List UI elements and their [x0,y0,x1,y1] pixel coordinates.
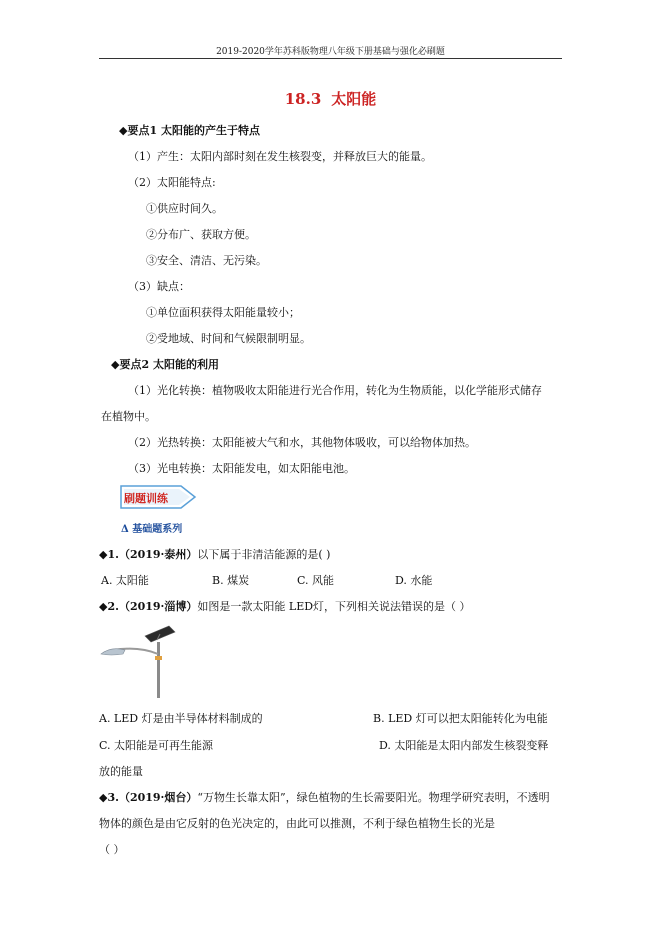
point2-heading: ◆要点2 太阳能的利用 [111,358,219,371]
header-rule [99,58,562,59]
q2-option-b: B. LED 灯可以把太阳能转化为电能 [373,712,548,725]
point2-item: 在植物中。 [101,410,156,423]
question-3-source: ◆3.（2019·烟台） [99,791,198,804]
question-3-answer-blank: （ ） [99,843,125,856]
practice-badge-label: 刷题训练 [124,492,168,505]
q1-option-b: B. 煤炭 [212,574,250,587]
point1-item: ①单位面积获得太阳能量较小； [146,306,300,319]
question-1-text: 以下属于非清洁能源的是( ) [197,548,331,561]
point2-item: （1）光化转换：植物吸收太阳能进行光合作用，转化为生物质能，以化学能形式储存 [128,384,542,397]
lesson-name: 太阳能 [331,90,377,108]
q1-option-c: C. 风能 [297,574,335,587]
question-3-stem [99,789,550,805]
point1-item: （2）太阳能特点: [128,176,216,189]
q1-option-a: A. 太阳能 [101,574,149,587]
question-1-source: ◆1.（2019·泰州） [99,548,198,561]
point1-item: ①供应时间久。 [146,202,223,215]
question-2-source: ◆2.（2019·淄博） [99,600,198,613]
subsection-title: Δ 基础题系列 [121,524,183,535]
solar-led-lamp-image [99,624,181,698]
q1-option-d: D. 水能 [395,574,433,587]
point1-item: ②分布广、获取方便。 [146,228,256,241]
point1-item: （1）产生：太阳内部时刻在发生核裂变，并释放巨大的能量。 [128,150,432,163]
question-3-line: 物体的颜色是由它反射的色光决定的，由此可以推测，不利于绿色植物生长的光是 [99,817,495,830]
page-header: 2019-2020学年苏科版物理八年级下册基础与强化必刷题 [216,47,445,57]
q2-option-d: D. 太阳能是太阳内部发生核裂变释 [379,739,549,752]
q2-option-a: A. LED 灯是由半导体材料制成的 [99,712,263,725]
q2-option-d-cont: 放的能量 [99,765,143,778]
question-1-stem [99,546,330,562]
lesson-number: 18.3 [284,90,322,108]
point1-item: （3）缺点： [128,280,190,293]
question-2-stem [99,598,471,614]
point1-item: ②受地域、时间和气候限制明显。 [146,332,311,345]
lesson-title [0,88,661,109]
point1-item: ③安全、清洁、无污染。 [146,254,267,267]
point2-item: （3）光电转换：太阳能发电，如太阳能电池。 [128,462,355,475]
question-3-text: “万物生长靠太阳”，绿色植物的生长需要阳光。物理学研究表明，不透明 [197,791,550,804]
point2-item: （2）光热转换：太阳能被大气和水，其他物体吸收，可以给物体加热。 [128,436,476,449]
question-2-text: 如图是一款太阳能 LED灯，下列相关说法错误的是（ ） [197,600,471,613]
point1-heading: ◆要点1 太阳能的产生于特点 [119,124,260,137]
q2-option-c: C. 太阳能是可再生能源 [99,739,214,752]
